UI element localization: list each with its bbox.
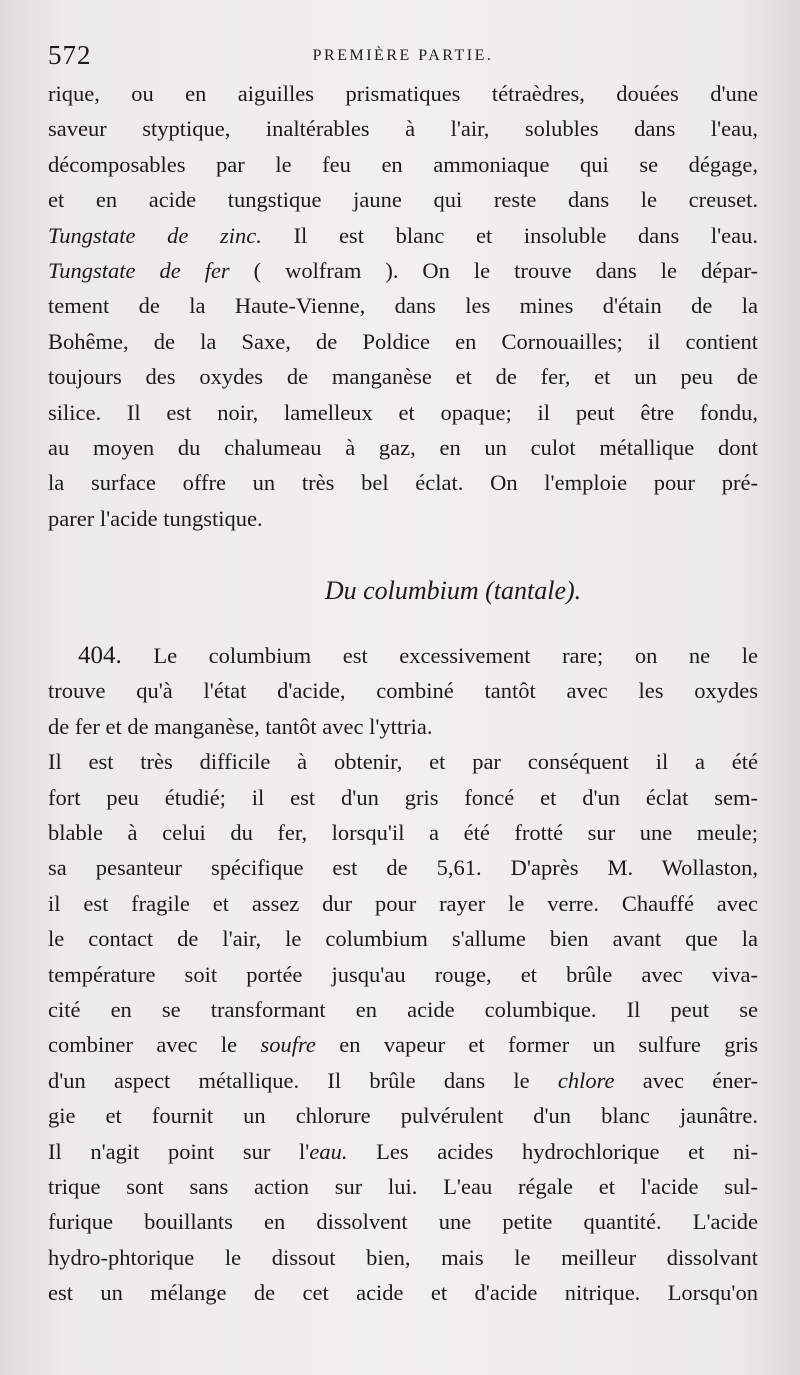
text-run: combiner avec le <box>48 1032 261 1058</box>
text-run: avec éner- <box>614 1067 758 1093</box>
text-line: furique bouillants en dissolvent une petite quantité. L'acide <box>48 1209 758 1235</box>
text-run: Le columbium est excessivement rare; on ne le <box>121 643 758 669</box>
text-line: gie et fournit un chlorure pulvérulent d'un blanc jaunâtre. <box>48 1103 758 1129</box>
text-line: le contact de l'air, le columbium s'allume bien avant que la <box>48 926 758 952</box>
text-line: au moyen du chalumeau à gaz, en un culot métallique dont <box>48 434 758 460</box>
text-line: est un mélange de cet acide et d'acide nitrique. Lorsqu'on <box>48 1280 758 1306</box>
paragraph-number: 404. <box>78 642 122 670</box>
page-number: 572 <box>48 40 92 70</box>
text-line-chlore <box>48 1063 758 1098</box>
text-line: et en acide tungstique jaune qui reste dans le creuset. <box>48 187 758 213</box>
text-line: blable à celui du fer, lorsqu'il a été frotté sur une meule; <box>48 820 758 846</box>
text-run: Il est blanc et insoluble dans l'eau. <box>261 222 759 248</box>
text-run: ( wolfram ). On le trouve dans le dépar- <box>229 257 758 283</box>
text-line: cité en se transformant en acide columbique. Il peut se <box>48 996 758 1022</box>
text-run: Il n'agit point sur l' <box>48 1138 310 1164</box>
text-line: trouve qu'à l'état d'acide, combiné tantôt avec les oxydes <box>48 678 758 704</box>
text-run: en vapeur et former un sulfure gris <box>315 1032 759 1058</box>
page-body <box>48 76 758 1311</box>
text-line: il est fragile et assez dur pour rayer le verre. Chauffé avec <box>48 890 758 916</box>
italic-term: Tungstate de zinc. <box>48 222 262 248</box>
text-line: rique, ou en aiguilles prismatiques tétraèdres, douées d'une <box>48 81 758 106</box>
text-line: parer l'acide tungstique. <box>48 505 263 531</box>
italic-term: Tungstate de fer <box>48 257 230 283</box>
text-line: silice. Il est noir, lamelleux et opaque; il peut être fondu, <box>48 399 758 425</box>
paragraph-404-first-line <box>48 638 758 673</box>
italic-term: chlore <box>557 1067 615 1093</box>
text-line: sa pesanteur spécifique est de 5,61. D'après M. Wollaston, <box>48 855 758 881</box>
text-line: Bohême, de la Saxe, de Poldice en Cornouailles; il contient <box>48 328 758 354</box>
page-header <box>48 40 758 74</box>
section-heading: Du columbium (tantale). <box>324 576 582 606</box>
text-run: d'un aspect métallique. Il brûle dans le <box>48 1067 558 1093</box>
text-line-tungstate-zinc <box>48 218 758 253</box>
text-line: toujours des oxydes de manganèse et de fer, et un peu de <box>48 364 758 390</box>
italic-term: soufre <box>260 1032 316 1058</box>
text-line: décomposables par le feu en ammoniaque qui se dégage, <box>48 151 758 177</box>
italic-term: eau. <box>309 1138 348 1164</box>
text-run: Les acides hydrochlorique et ni- <box>347 1138 758 1164</box>
text-line: de fer et de manganèse, tantôt avec l'yttria. <box>48 713 433 739</box>
text-line: tement de la Haute-Vienne, dans les mines d'étain de la <box>48 293 758 319</box>
running-head: PREMIÈRE PARTIE. <box>312 47 494 64</box>
text-line: saveur styptique, inaltérables à l'air, solubles dans l'eau, <box>48 116 758 142</box>
text-line: température soit portée jusqu'au rouge, et brûle avec viva- <box>48 961 758 987</box>
text-line: trique sont sans action sur lui. L'eau régale et l'acide sul- <box>48 1173 758 1199</box>
text-line: la surface offre un très bel éclat. On l'emploie pour pré- <box>48 470 758 496</box>
text-line: fort peu étudié; il est d'un gris foncé et d'un éclat sem- <box>48 784 758 810</box>
text-line: Il est très difficile à obtenir, et par conséquent il a été <box>48 749 758 775</box>
text-line-eau <box>48 1134 758 1169</box>
spacer <box>48 626 758 638</box>
text-line-tungstate-fer <box>48 253 758 288</box>
text-line: hydro-phtorique le dissout bien, mais le meilleur dissolvant <box>48 1244 758 1270</box>
text-line-soufre <box>48 1027 758 1062</box>
